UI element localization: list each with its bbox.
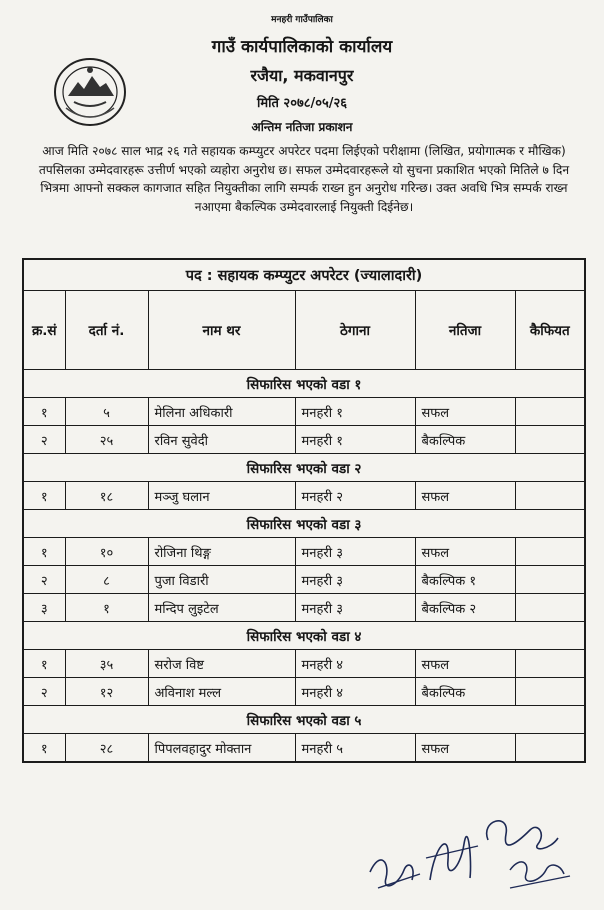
table-row xyxy=(23,398,585,426)
cell-result: सफल xyxy=(415,650,515,678)
cell-sn: २ xyxy=(23,566,65,594)
cell-remark xyxy=(515,734,585,763)
cell-reg-no: ५ xyxy=(65,398,148,426)
section-title: सिफारिस भएको वडा ३ xyxy=(23,510,585,538)
table-row xyxy=(23,566,585,594)
cell-name: पिपलवहादुर मोक्तान xyxy=(148,734,295,763)
post-title-row xyxy=(23,259,585,291)
cell-sn: १ xyxy=(23,482,65,510)
cell-address: मनहरी १ xyxy=(295,426,415,454)
section-title: सिफारिस भएको वडा ५ xyxy=(23,706,585,734)
section-row xyxy=(23,510,585,538)
cell-address: मनहरी ३ xyxy=(295,538,415,566)
cell-result: बैकल्पिक xyxy=(415,426,515,454)
section-row xyxy=(23,370,585,398)
col-header-address: ठेगाना xyxy=(295,291,415,370)
cell-result: सफल xyxy=(415,538,515,566)
cell-address: मनहरी ५ xyxy=(295,734,415,763)
table-row xyxy=(23,538,585,566)
cell-address: मनहरी ४ xyxy=(295,678,415,706)
table-row xyxy=(23,678,585,706)
cell-name: मन्दिप लुइटेल xyxy=(148,594,295,622)
cell-sn: २ xyxy=(23,678,65,706)
cell-address: मनहरी १ xyxy=(295,398,415,426)
cell-result: बैकल्पिक xyxy=(415,678,515,706)
section-row xyxy=(23,454,585,482)
cell-sn: २ xyxy=(23,426,65,454)
cell-address: मनहरी ३ xyxy=(295,566,415,594)
col-header-result: नतिजा xyxy=(415,291,515,370)
cell-sn: १ xyxy=(23,734,65,763)
cell-remark xyxy=(515,678,585,706)
cell-reg-no: २८ xyxy=(65,734,148,763)
post-title: पद : सहायक कम्प्युटर अपरेटर (ज्यालादारी) xyxy=(23,259,585,291)
cell-result: सफल xyxy=(415,734,515,763)
cell-name: सरोज विष्ट xyxy=(148,650,295,678)
col-header-remark: कैफियत xyxy=(515,291,585,370)
cell-remark xyxy=(515,566,585,594)
cell-name: मेलिना अधिकारी xyxy=(148,398,295,426)
cell-remark xyxy=(515,426,585,454)
section-row xyxy=(23,706,585,734)
section-title: सिफारिस भएको वडा १ xyxy=(23,370,585,398)
cell-remark xyxy=(515,398,585,426)
cell-result: बैकल्पिक १ xyxy=(415,566,515,594)
cell-result: बैकल्पिक २ xyxy=(415,594,515,622)
col-header-reg: दर्ता नं. xyxy=(65,291,148,370)
results-table xyxy=(22,258,586,763)
cell-sn: ३ xyxy=(23,594,65,622)
cell-reg-no: १२ xyxy=(65,678,148,706)
cell-name: रविन सुवेदी xyxy=(148,426,295,454)
cell-remark xyxy=(515,482,585,510)
signatures xyxy=(360,800,590,900)
cell-remark xyxy=(515,650,585,678)
notice-subject: अन्तिम नतिजा प्रकाशन xyxy=(251,120,353,134)
office-location: रजैया, मकवानपुर xyxy=(250,66,354,85)
table-header-row xyxy=(23,291,585,370)
cell-address: मनहरी ३ xyxy=(295,594,415,622)
table-row xyxy=(23,482,585,510)
notice-paragraph: आज मिति २०७८ साल भाद्र २६ गते सहायक कम्प्युटर अपरेटर पदमा लिईएको परीक्षामा (लिखित, प्रयोगात्मक र मौखिक) तपसिलका उम्मेदवारहरू उत्तीर्ण भएको व्यहोरा अनुरोध छ। सफल उम्मेदवारहरूले यो सुचना प्रकाशित भएको मितिले ७ दिन भित्रमा आफ्नो सक्कल कागजात सहित नियुक्तीका लागि सम्पर्क राख्न हुन अनुरोध गरिन्छ। उक्त अवधि भित्र सम्पर्क राख्न नआएमा बैकल्पिक उम्मेदवारलाई नियुक्ती दिईनेछ। xyxy=(38,144,570,214)
col-header-sn: क्र.सं xyxy=(23,291,65,370)
col-header-name: नाम थर xyxy=(148,291,295,370)
cell-name: मञ्जु घलान xyxy=(148,482,295,510)
section-row xyxy=(23,622,585,650)
cell-reg-no: ३५ xyxy=(65,650,148,678)
cell-remark xyxy=(515,594,585,622)
office-title: गाउँ कार्यपालिकाको कार्यालय xyxy=(211,37,393,57)
section-title: सिफारिस भएको वडा ४ xyxy=(23,622,585,650)
cell-reg-no: १८ xyxy=(65,482,148,510)
cell-name: रोजिना थिङ्ग xyxy=(148,538,295,566)
table-row xyxy=(23,650,585,678)
cell-reg-no: १ xyxy=(65,594,148,622)
cell-sn: १ xyxy=(23,398,65,426)
government-seal-icon xyxy=(52,56,128,128)
cell-name: अविनाश मल्ल xyxy=(148,678,295,706)
cell-address: मनहरी ४ xyxy=(295,650,415,678)
cell-result: सफल xyxy=(415,398,515,426)
table-row xyxy=(23,426,585,454)
cell-sn: १ xyxy=(23,650,65,678)
table-row xyxy=(23,734,585,763)
cell-reg-no: ८ xyxy=(65,566,148,594)
notice-date: मिति २०७८/०५/२६ xyxy=(256,96,348,111)
cell-name: पुजा विडारी xyxy=(148,566,295,594)
cell-sn: १ xyxy=(23,538,65,566)
cell-remark xyxy=(515,538,585,566)
cell-address: मनहरी २ xyxy=(295,482,415,510)
table-row xyxy=(23,594,585,622)
cell-reg-no: १० xyxy=(65,538,148,566)
cell-reg-no: २५ xyxy=(65,426,148,454)
section-title: सिफारिस भएको वडा २ xyxy=(23,454,585,482)
municipality-name: मनहरी गाउँपालिका xyxy=(271,15,333,25)
cell-result: सफल xyxy=(415,482,515,510)
